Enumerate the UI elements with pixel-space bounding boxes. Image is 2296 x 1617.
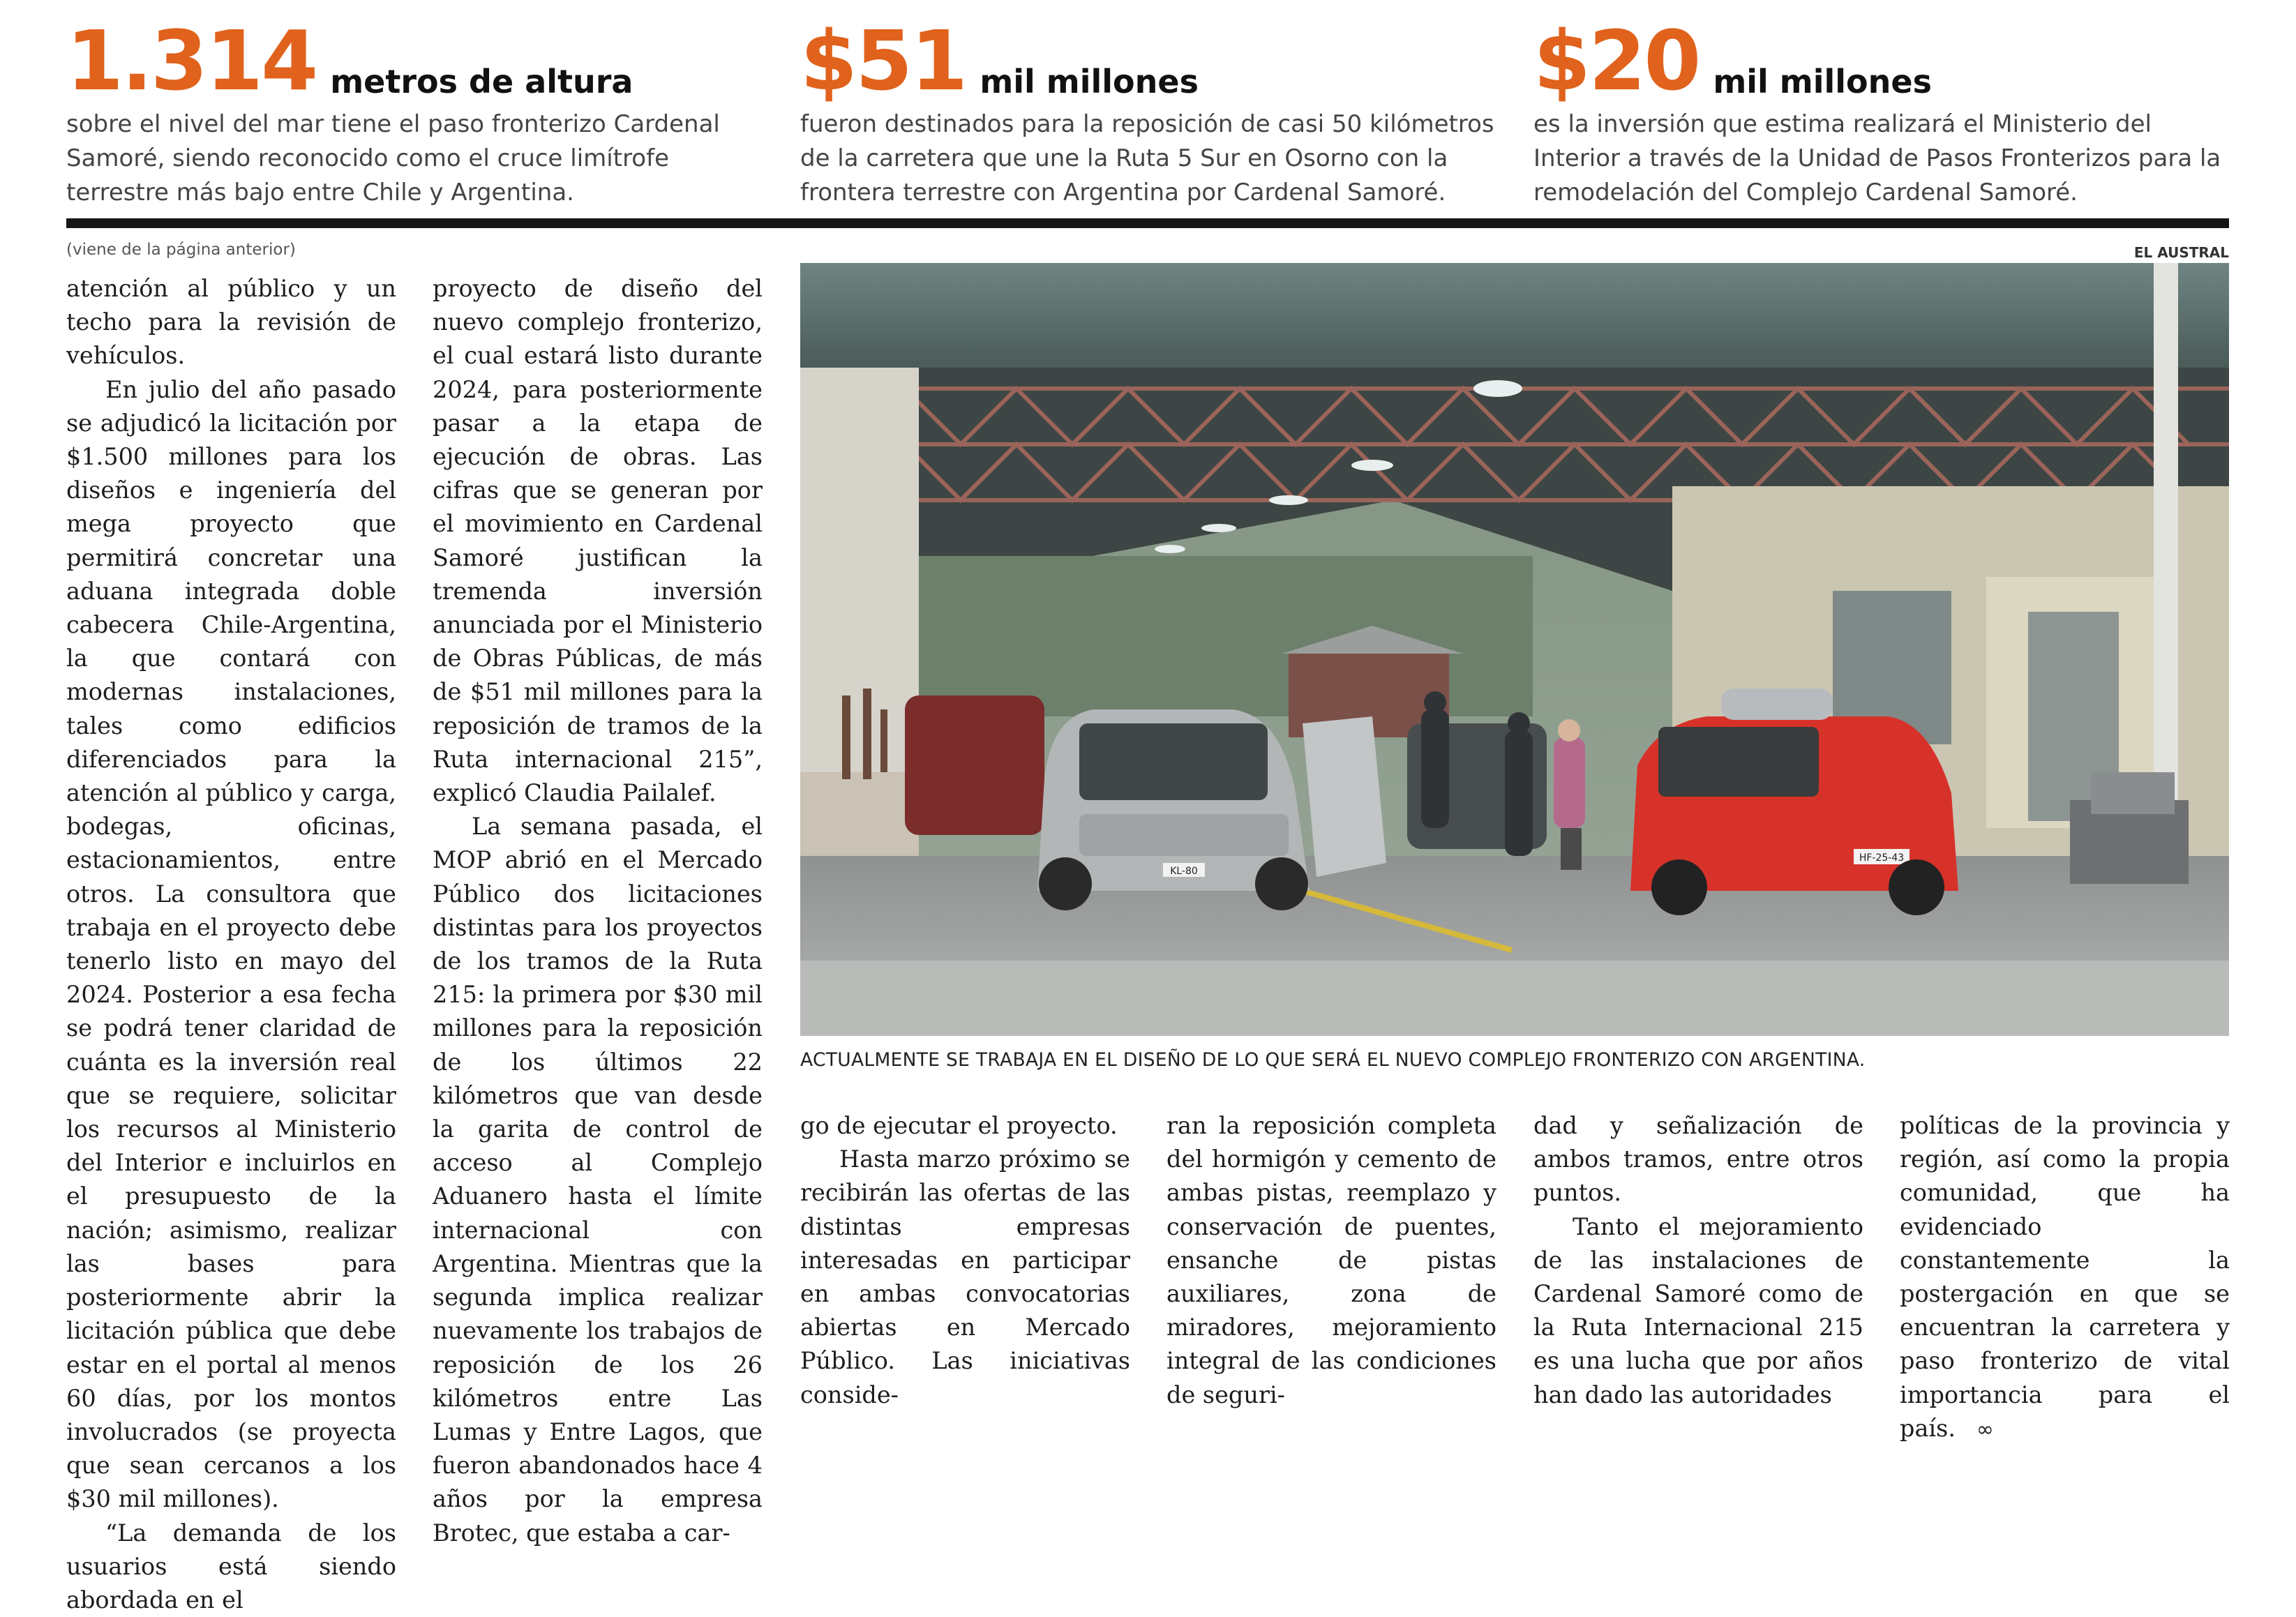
section-divider-rule: [66, 218, 2229, 228]
continued-from-previous-page: (viene de la página anterior): [66, 241, 296, 259]
stat-number: $51: [800, 13, 966, 109]
article-column-4: [1166, 1109, 1496, 1412]
stat-block-altitude: [66, 15, 764, 210]
paragraph: dad y señalización de ambos tramos, entre otros puntos.: [1533, 1112, 1863, 1207]
photo-caption: ACTUALMENTE SE TRABAJA EN EL DISEÑO DE LO QUE SERÁ EL NUEVO COMPLEJO FRONTERIZO CON ARGENTINA.: [800, 1049, 1866, 1071]
stat-unit: metros de altura: [330, 63, 633, 100]
stat-number: 1.314: [66, 13, 317, 109]
paragraph: Hasta marzo próximo se recibirán las ofertas de las distintas empresas interesadas en participar en ambas convocatorias abiertas en Mercado Público. Las iniciativas conside-: [800, 1145, 1130, 1408]
paragraph: La semana pasada, el MOP abrió en el Mercado Público dos licitaciones distintas para los proyectos de los tramos de la Ruta 215: la primera por $30 mil millones para la reposición de los últimos 22 kilómetros que van desde la garita de control de acceso al Complejo Aduanero hasta el límite internacional con Argentina. Mientras que la segunda implica realizar nuevamente los trabajos de reposición de los 26 kilómetros entre Las Lumas y Entre Lagos, que fueron abandonados hace 4 años por la empresa Brotec, que estaba a car-: [433, 813, 763, 1547]
paragraph: [1900, 1109, 2230, 1447]
end-of-article-icon: ∞: [1976, 1417, 1994, 1442]
article-photo: [800, 263, 2229, 1036]
license-plate-right: HF-25-43: [1859, 852, 1905, 864]
stat-description: es la inversión que estima realizará el Ministerio del Interior a través de la Unidad de Pasos Fronterizos para la remodelación del Complejo Cardenal Samoré.: [1533, 110, 2221, 206]
paragraph: ran la reposición completa del hormigón y cemento de ambas pistas, reemplazo y conservación de puentes, ensanche de pistas auxiliares, zona de miradores, mejoramiento integral de las condiciones de seguri-: [1166, 1112, 1496, 1408]
article-column-5: [1533, 1109, 1863, 1412]
border-crossing-photo-illustration: [800, 263, 2229, 1036]
stat-block-road-investment: [800, 15, 1505, 210]
paragraph: atención al público y un techo para la revisión de vehículos.: [66, 275, 396, 370]
stat-block-complex-investment: [1533, 15, 2231, 210]
stat-description: sobre el nivel del mar tiene el paso fronterizo Cardenal Samoré, siendo reconocido como el cruce limítrofe terrestre más bajo entre Chile y Argentina.: [66, 110, 720, 206]
article-column-2: [433, 272, 763, 1550]
paragraph-text: políticas de la provincia y región, así como la propia comunidad, que ha evidenciado constantemente la postergación en que se encuentran la carretera y paso fronterizo de vital importancia para el país.: [1900, 1112, 2230, 1442]
license-plate-left: KL-80: [1170, 866, 1198, 877]
article-column-3: [800, 1109, 1130, 1412]
stat-unit: mil millones: [980, 63, 1199, 100]
paragraph: go de ejecutar el proyecto.: [800, 1112, 1118, 1139]
stat-number: $20: [1533, 13, 1700, 109]
article-column-6: [1900, 1109, 2230, 1447]
paragraph: Tanto el mejoramiento de las instalaciones de Cardenal Samoré como de la Ruta Internacional 215 es una lucha que por años han dado las autoridades: [1533, 1212, 1863, 1408]
article-column-1: [66, 272, 396, 1617]
stat-description: fueron destinados para la reposición de casi 50 kilómetros de la carretera que une la Ruta 5 Sur en Osorno con la frontera terrestre con Argentina por Cardenal Samoré.: [800, 110, 1494, 206]
paragraph: proyecto de diseño del nuevo complejo fronterizo, el cual estará listo durante 2024, para posteriormente pasar a la etapa de ejecución de obras. Las cifras que se generan por el movimiento en Cardenal Samoré justifican la tremenda inversión anunciada por el Ministerio de Obras Públicas, de más de $51 mil millones para la reposición de tramos de la Ruta internacional 215”, explicó Claudia Pailalef.: [433, 275, 763, 807]
paragraph: En julio del año pasado se adjudicó la licitación por $1.500 millones para los diseños e ingeniería del mega proyecto que permitirá concretar una aduana integrada doble cabecera Chile-Argentina, la que contará con modernas instalaciones, tales como edificios diferenciados para la atención al público y carga, bodegas, oficinas, estacionamientos, entre otros. La consultora que trabaja en el proyecto debe tenerlo listo en mayo del 2024. Posterior a esa fecha se podrá tener claridad de cuánta es la inversión real que se requiere, solicitar los recursos al Ministerio del Interior e incluirlos en el presupuesto de la nación; asimismo, realizar las bases para posteriormente abrir la licitación pública que debe estar en el portal al menos 60 días, por los montos involucrados (se proyecta que sean cercanos a los $30 mil millones).: [66, 375, 396, 1513]
photo-credit: EL AUSTRAL: [2133, 244, 2229, 261]
paragraph: “La demanda de los usuarios está siendo abordada en el: [66, 1519, 396, 1614]
stat-unit: mil millones: [1713, 63, 1932, 100]
